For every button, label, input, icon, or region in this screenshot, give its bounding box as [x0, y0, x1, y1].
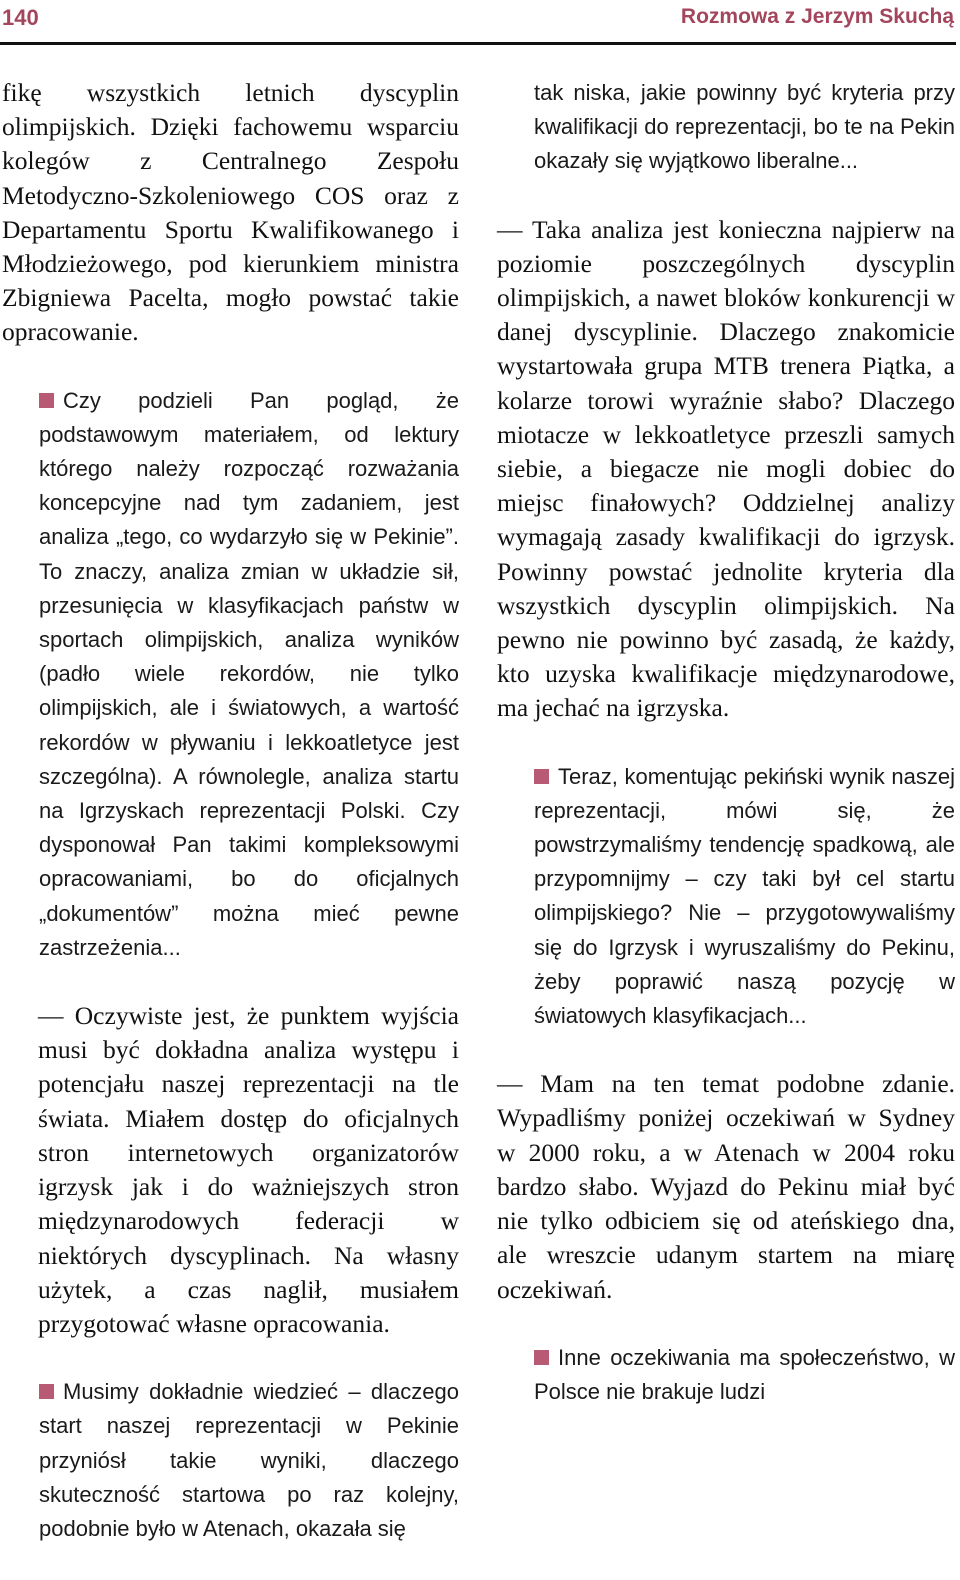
page-number: 140 [2, 5, 39, 30]
header-rule [0, 42, 956, 45]
answer-text: Oczywiste jest, że punktem wyjścia musi być dokładna analiza występu i potencjału naszej reprezentacji na tle świata. Miałem dostęp do oficjalnych stron internetowych organizatorów igrzysk jak i do ważniejszych stron międzynarodowych federacji w niektórych dyscyplinach. Na własny użytek, a czas naglił, musiałem przygotować własne opracowania. [38, 1001, 459, 1338]
answer-text: Taka analiza jest konieczna najpierw na poziomie poszczególnych dyscyplin olimpijskich, a nawet bloków konkurencji w danej dyscyplinie. Dlaczego znakomicie wystartowała grupa MTB trenera Piątka, a kolarze torowi wyraźnie słabo? Dlaczego miotacze w lekkoatletyce przeszli samych siebie, a biegacze nie mogli dobiec do miejsc finałowych? Oddzielnej analizy wymagają zasady kwalifikacji do igrzysk. Powinny powstać jednolite kryteria dla wszystkich dyscyplin olimpijskich. Na pewno nie powinno być zasadą, że każdy, kto uzyska kwalifikacje międzynarodowe, ma jechać na igrzyska. [497, 214, 955, 723]
answer-text: fikę wszystkich letnich dyscyplin olimpijskich. Dzięki fachowemu wsparciu kolegów z Centralnego Zespołu Metodyczno-Szkoleniowego COS oraz z Departamentu Sportu Kwalifikowanego i Młodzieżowego, pod kierunkiem ministra Zbigniewa Pacelta, mogło powstać takie opracowanie. [2, 78, 459, 347]
question-paragraph [2, 384, 459, 965]
square-bullet-icon [534, 1350, 549, 1365]
right-column [497, 76, 955, 1443]
answer-text: Mam na ten temat podobne zdanie. Wypadliśmy poniżej oczekiwań w Sydney w 2000 roku, a w Atenach w 2004 roku bardzo słabo. Wyjazd do Pekinu miał być nie tylko odbiciem się od ateńskiego dna, ale wreszcie udanym startem na miarę oczekiwań. [497, 1069, 956, 1304]
question-continuation [497, 76, 955, 179]
square-bullet-icon [534, 769, 549, 784]
question-text: Musimy dokładnie wiedzieć – dlaczego start naszej reprezentacji w Pekinie przyniósł takie wyniki, dlaczego skuteczność startowa po raz kolejny, podobnie było w Atenach, okazała się [39, 1379, 459, 1541]
page-header [0, 0, 960, 46]
em-dash: — [497, 1069, 523, 1099]
question-paragraph [2, 1375, 459, 1546]
answer-paragraph [2, 999, 459, 1341]
question-paragraph [497, 1341, 955, 1409]
question-text: Teraz, komentując pekiński wynik naszej reprezentacji, mówi się, że powstrzymaliśmy tendencję spadkową, ale przypomnijmy – czy taki był cel startu olimpijskiego? Nie – przygotowywaliśmy się do Igrzysk i wyruszaliśmy do Pekinu, żeby poprawić naszą pozycję w światowych klasyfikacjach... [534, 763, 955, 1029]
question-paragraph [497, 760, 955, 1034]
answer-paragraph [497, 1067, 955, 1306]
question-text: Czy podzieli Pan pogląd, że podstawowym materiałem, od lektury którego należy rozpocząć rozważania koncepcyjne nad tym zadaniem, jest analiza „tego, co wydarzyło się w Pekinie”. To znaczy, analiza zmian w układzie sił, przesunięcia w klasyfikacjach państw w sportach olimpijskich, analiza wyników (padło wiele rekordów, nie tylko olimpijskich, ale i światowych, a wartość rekordów w pływaniu i lekkoatletyce jest szczególna). A równolegle, analiza startu na Igrzyskach reprezentacji Polski. Czy dysponował Pan takimi kompleksowymi opracowaniami, bo do oficjalnych „dokumentów” można mieć pewne zastrzeżenia... [39, 387, 459, 960]
question-text: tak niska, jakie powinny być kryteria przy kwalifikacji do reprezentacji, bo te na Pekin okazały się wyjątkowo liberalne... [534, 80, 955, 174]
left-column [2, 76, 459, 1580]
question-text: Inne oczekiwania ma społeczeństwo, w Polsce nie brakuje ludzi [534, 1344, 955, 1404]
square-bullet-icon [39, 1384, 54, 1399]
em-dash: — [38, 1001, 64, 1031]
answer-paragraph [2, 76, 459, 350]
running-title: Rozmowa z Jerzym Skuchą [680, 5, 954, 28]
em-dash: — [497, 214, 523, 244]
answer-paragraph [497, 213, 955, 726]
square-bullet-icon [39, 393, 54, 408]
